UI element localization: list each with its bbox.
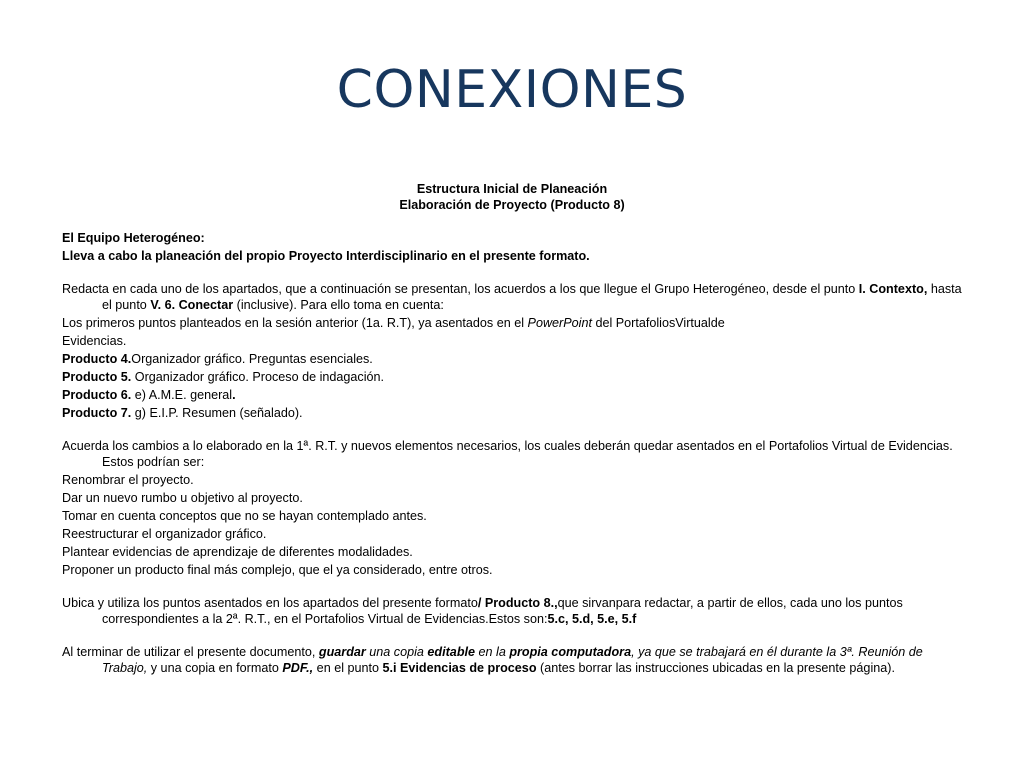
team-instruction: Lleva a cabo la planeación del propio Proyecto Interdisciplinario en el presente formato.: [62, 249, 590, 263]
paragraph-ubica: Ubica y utiliza los puntos asentados en los apartados del presente formato/ Producto 8.,que sirvanpara redactar, a partir de ellos, cada uno los puntos correspondientes a la 2ª. R.T., en el Portafolios Virtual de Evidencias.Estos son:5.c, 5.d, 5.e, 5.f: [62, 596, 903, 626]
change-item: Dar un nuevo rumbo u objetivo al proyecto.: [62, 491, 303, 505]
change-item: Plantear evidencias de aprendizaje de diferentes modalidades.: [62, 545, 413, 559]
header-line-1: Estructura Inicial de Planeación: [416, 182, 608, 196]
product-4-line: Producto 4.Organizador gráfico. Preguntas esenciales.: [62, 352, 373, 366]
change-item: Proponer un producto final más complejo, que el ya considerado, entre otros.: [62, 563, 493, 577]
product-7-line: Producto 7. g) E.I.P. Resumen (señalado).: [62, 406, 303, 420]
team-label: El Equipo Heterogéneo:: [62, 231, 205, 245]
change-item: Tomar en cuenta conceptos que no se hayan contemplado antes.: [62, 509, 427, 523]
paragraph-redacta: Redacta en cada uno de los apartados, que a continuación se presentan, los acuerdos a los que llegue el Grupo Heterogéneo, desde el punto I. Contexto, hasta el punto V. 6. Conectar (inclusive). Para ello toma en cuenta:: [62, 282, 962, 312]
product-5-line: Producto 5. Organizador gráfico. Proceso de indagación.: [62, 370, 385, 384]
slide-title: CONEXIONES: [336, 60, 688, 120]
paragraph-acuerda: Acuerda los cambios a lo elaborado en la 1ª. R.T. y nuevos elementos necesarios, los cuales deberán quedar asentados en el Portafolios Virtual de Evidencias. Estos podrían ser:: [62, 439, 953, 469]
points-line-1: Los primeros puntos planteados en la sesión anterior (1a. R.T), ya asentados en el PowerPoint del PortafoliosVirtualde: [62, 316, 725, 330]
points-line-2: Evidencias.: [62, 334, 127, 348]
slide-body: [62, 181, 962, 676]
change-item: Renombrar el proyecto.: [62, 473, 194, 487]
paragraph-al-terminar: Al terminar de utilizar el presente documento, guardar una copia editable en la propia computadora, ya que se trabajará en él durante la 3ª. Reunión de Trabajo, y una copia en formato PDF., en el punto 5.i Evidencias de proceso (antes borrar las instrucciones ubicadas en la presente página).: [62, 645, 923, 675]
header-line-2: Elaboración de Proyecto (Producto 8): [399, 198, 625, 212]
change-item: Reestructurar el organizador gráfico.: [62, 527, 267, 541]
product-6-line: Producto 6. e) A.M.E. general.: [62, 388, 236, 402]
